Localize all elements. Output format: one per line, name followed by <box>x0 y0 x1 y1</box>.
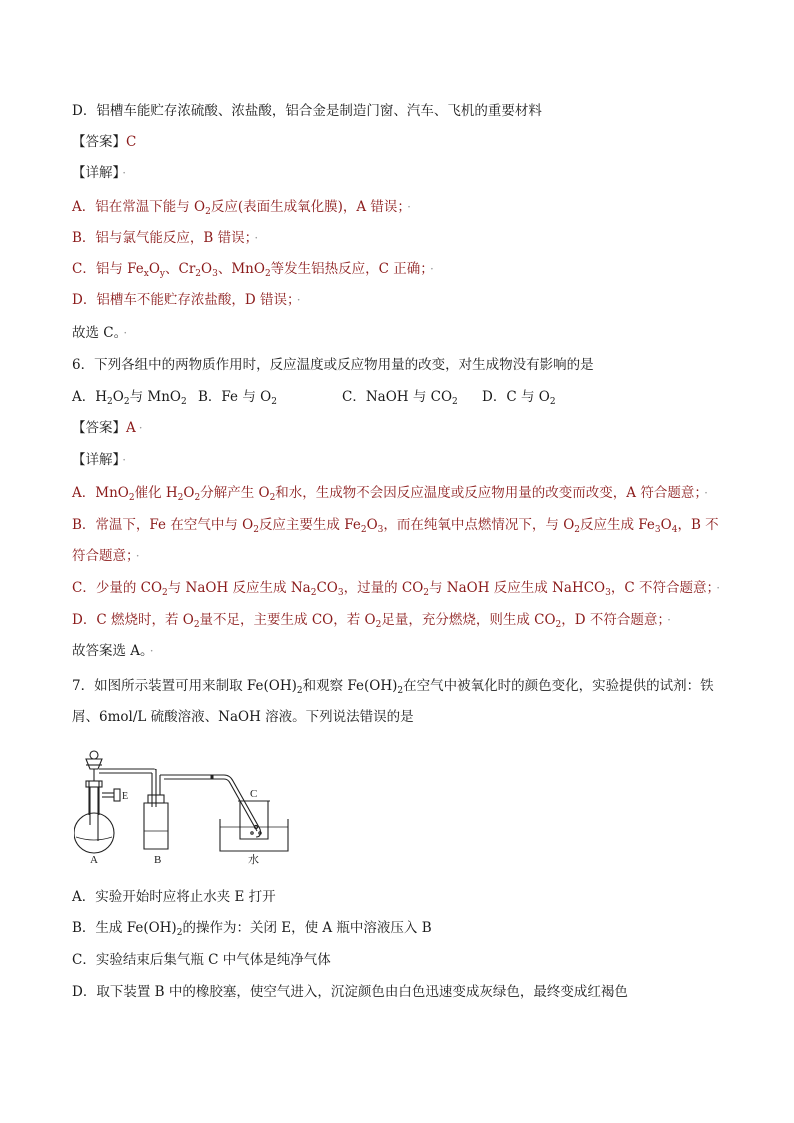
answer-value: C <box>126 134 137 150</box>
q6-option-a: A．$H_2O_2$与 MnO$_2$ <box>72 389 187 407</box>
q6-detail-b-cont: 符合题意； · <box>72 548 140 564</box>
q6-option-c: C．NaOH 与 $CO_2$ <box>342 389 458 407</box>
answer-value: A <box>126 420 136 436</box>
q6-option-b: B．Fe 与 $O_2$ <box>198 389 277 407</box>
q6-conclusion: 故答案选 A。 · <box>72 643 154 659</box>
q7-option-d: D．取下装置 B 中的橡胶塞，使空气进入，沉淀颜色由白色迅速变成灰绿色，最终变成红褐色 <box>72 984 628 1000</box>
apparatus-diagram <box>74 745 294 865</box>
q7-stem-line1: 7．如图所示装置可用来制取 $Fe(OH)_2$和观察 $Fe(OH)_2$在空气中被氧化时的颜色变化，实验提供的试剂：铁 <box>72 678 714 696</box>
label-e: E <box>122 791 129 802</box>
q5-conclusion: 故选 C。 · <box>72 325 128 341</box>
q5-detail-a: A．铝在常温下能与 $O_2$反应(表面生成氧化膜)，A 错误； · <box>72 199 411 217</box>
q5-detail-b: B．铝与氯气能反应，B 错误； · <box>72 230 259 246</box>
q6-stem: 6．下列各组中的两物质作用时，反应温度或反应物用量的改变，对生成物没有影响的是 <box>72 357 594 373</box>
q6-options <box>72 387 556 407</box>
q5-detail-label <box>72 163 126 183</box>
delivery-tube <box>160 775 261 837</box>
flask-a <box>74 781 114 853</box>
label-a: A <box>90 854 98 865</box>
label-b: B <box>154 854 162 865</box>
detail-label: 【详解】 <box>72 165 120 181</box>
answer-label: 【答案】 <box>72 420 126 436</box>
label-water: 水 <box>248 853 259 865</box>
q6-detail-b: B．常温下，Fe 在空气中与 $O_2$反应主要生成 $Fe_2O_3$，而在纯氧中点燃情况下，与 $O_2$反应生成 $Fe_3O_4$，B 不 <box>72 517 719 535</box>
q6-detail-d: D．C 燃烧时，若 $O_2$量不足，主要生成 CO，若 $O_2$足量，充分燃烧，则生成 $CO_2$，D 不符合题意； · <box>72 612 671 630</box>
q6-answer: 【答案】A · <box>72 420 143 436</box>
q6-detail-label: 【详解】 · <box>72 452 127 468</box>
q7-option-c: C．实验结束后集气瓶 C 中气体是纯净气体 <box>72 952 331 968</box>
q5-option-d: D．铝槽车能贮存浓硫酸、浓盐酸，铝合金是制造门窗、汽车、飞机的重要材料 <box>72 103 542 119</box>
q7-option-a: A．实验开始时应将止水夹 E 打开 <box>72 889 276 905</box>
dropping-funnel <box>86 751 102 781</box>
q6-option-d: D．C 与 $O_2$ <box>482 389 556 407</box>
q5-detail-d: D．铝槽车不能贮存浓盐酸，D 错误； · <box>72 292 301 308</box>
clamp-e <box>114 789 120 801</box>
water-trough <box>220 819 288 851</box>
q5-detail-c: C．铝与 $Fe_xO_y$、$Cr_2O_3$、MnO$_2$等发生铝热反应，C 正确； · <box>72 261 434 279</box>
q5-answer <box>72 132 136 152</box>
paragraph-mark: · <box>122 166 127 180</box>
label-c: C <box>250 788 258 800</box>
q6-detail-c: C．少量的 $CO_2$与 NaOH 反应生成 $Na_2CO_3$，过量的 $CO_2$与 NaOH 反应生成 NaHCO$_3$，C 不符合题意； · <box>72 580 721 598</box>
q6-detail-a: A．MnO$_2$催化 $H_2O_2$分解产生 $O_2$和水，生成物不会因反应温度或反应物用量的改变而改变，A 符合题意； · <box>72 485 708 503</box>
q7-stem-line2: 屑、6mol/L 硫酸溶液、NaOH 溶液。下列说法错误的是 <box>72 709 414 725</box>
answer-label: 【答案】 <box>72 134 126 150</box>
q7-option-b: B．生成 $Fe(OH)_2$的操作为：关闭 E，使 A 瓶中溶液压入 B <box>72 920 432 938</box>
